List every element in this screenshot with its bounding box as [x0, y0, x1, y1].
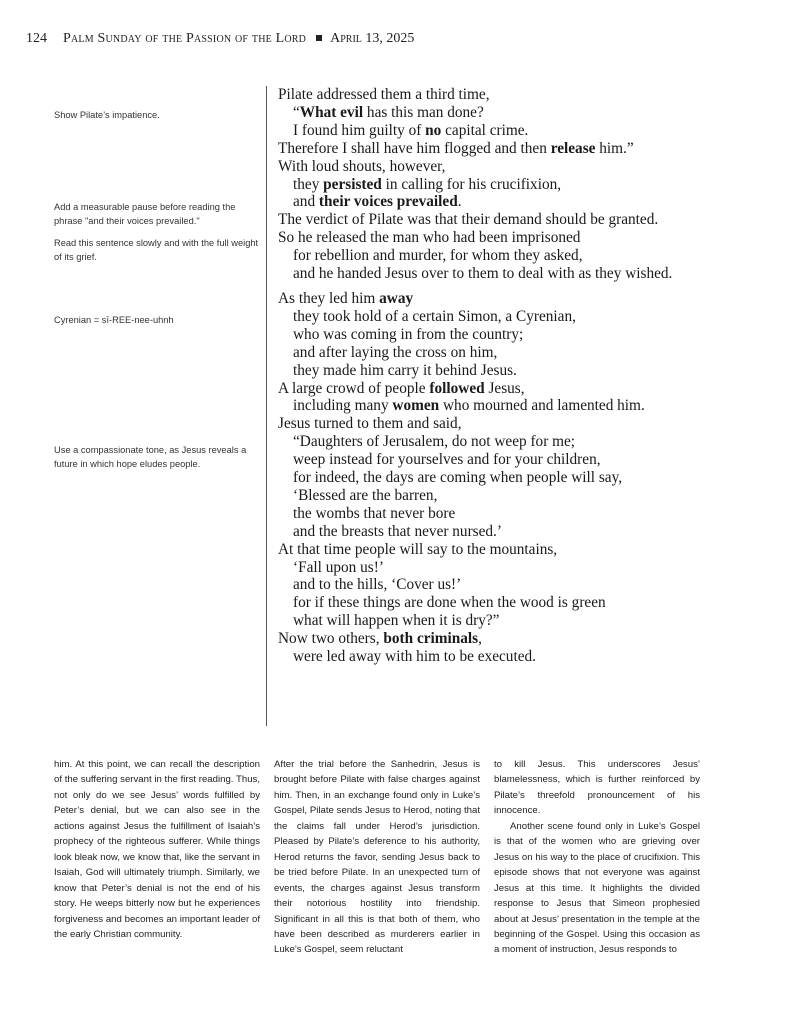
reading-line: the wombs that never bore [293, 504, 456, 522]
emphasized-words: women [392, 397, 440, 415]
reading-line: So he released the man who had been imprisoned [278, 229, 581, 247]
commentary-paragraph: After the trial before the Sanhedrin, Jesus is brought before Pilate with false charges against him. Then, in an exchange found only in Luke’s Gospel, Pilate sends Jesus to Herod, noting that the claims fall under Herod’s jurisdiction. Pleased by Pilate’s deference to his authority, Herod returns the favor, sending Jesus back to be tried before Pilate. In an unexpected turn of events, the charges against Jesus transform their notorious hostility into friendship. Significant in all this is that both of them, who have been described as murderers earlier in Luke’s Gospel, seem reluctant [274, 759, 480, 956]
reading-line: who was coming in from the country; [293, 325, 524, 343]
reading-line: “Daughters of Jerusalem, do not weep for me; [293, 433, 576, 451]
commentary [54, 757, 702, 958]
reading-line: With loud shouts, however, [278, 157, 446, 175]
margin-note: Add a measurable pause before reading the phrase "and their voices prevailed." [54, 202, 236, 226]
scripture-reading [278, 86, 783, 666]
page-number: 124 [26, 31, 47, 46]
reading-line: weep instead for yourselves and for your children, [293, 451, 601, 469]
commentary-paragraph: Another scene found only in Luke’s Gospel is that of the women who are grieving over Jesus on his way to the place of crucifixion. This episode shows that not everyone was against Jesus at this time. It highlights the divided response to Jesus that Simeon prophesied about at Jesus’ presentation in the temple at the beginning of the Gospel. Using this occasion as a moment of instruction, Jesus responds to [494, 820, 700, 956]
liturgy-title: Palm Sunday of the Passion of the Lord [63, 31, 307, 46]
reading-line: Therefore I shall have him flogged and then release him.” [278, 139, 634, 157]
emphasized-words: What evil [299, 103, 364, 121]
reading-line: A large crowd of people followed Jesus, [278, 379, 525, 397]
reading-line: and after laying the cross on him, [293, 343, 498, 361]
reading-line: I found him guilty of no capital crime. [293, 121, 529, 139]
reading-line: Jesus turned to them and said, [278, 415, 462, 433]
reading-line: Now two others, both criminals, [278, 630, 482, 648]
reading-line: As they led him away [278, 289, 414, 307]
reading-line: and to the hills, ‘Cover us!’ [293, 576, 462, 594]
reading-line: they made him carry it behind Jesus. [293, 361, 517, 379]
emphasized-words: followed [429, 379, 485, 397]
margin-note: Read this sentence slowly and with the full weight of its grief. [54, 238, 259, 262]
reading-line: Pilate addressed them a third time, [278, 86, 490, 103]
reading-line: ‘Blessed are the barren, [293, 486, 438, 504]
commentary-paragraph: him. At this point, we can recall the description of the suffering servant in the first reading. Thus, not only do we see Jesus’ words fulfilled by Peter’s denial, but we can also see in the actions against Jesus the fulfillment of Isaiah’s prophecy of the righteous sufferer. While things look bleak now, we know that, like the servant in Isaiah, God will ultimately triumph. Similarly, we know that Peter’s denial is not the end of his story. He weeps bitterly now but he experiences forgiveness and becomes an important leader of the early Christian community. [54, 759, 260, 940]
emphasized-words: no [425, 121, 442, 139]
running-header [26, 30, 414, 47]
reading-line: and he handed Jesus over to them to deal with as they wished. [293, 265, 673, 283]
separator-square-icon [316, 35, 322, 41]
margin-note: Cyrenian = sī-REE-nee-uhnh [54, 315, 174, 325]
emphasized-words: both criminals [383, 630, 479, 648]
commentary-column [494, 757, 700, 958]
emphasized-words: release [550, 139, 596, 157]
reading-line: The verdict of Pilate was that their demand should be granted. [278, 211, 659, 229]
margin-note: Show Pilate’s impatience. [54, 110, 160, 120]
reading-line: including many women who mourned and lamented him. [293, 397, 645, 415]
reading-line: and their voices prevailed. [293, 193, 462, 211]
margin-note: Use a compassionate tone, as Jesus reveals a future in which hope eludes people. [54, 445, 247, 469]
reading-line: were led away with him to be executed. [293, 648, 536, 666]
reading-line: for if these things are done when the wood is green [293, 594, 606, 612]
reading-line: for indeed, the days are coming when people will say, [293, 469, 623, 487]
commentary-column [54, 757, 260, 958]
reading-line: for rebellion and murder, for whom they asked, [293, 247, 583, 265]
emphasized-words: their voices prevailed [318, 193, 458, 211]
reading-line: they took hold of a certain Simon, a Cyrenian, [293, 307, 576, 325]
reading-line: and the breasts that never nursed.’ [293, 522, 502, 540]
emphasized-words: away [379, 289, 414, 307]
reading-line: what will happen when it is dry?” [293, 612, 500, 630]
reading-line: At that time people will say to the mountains, [278, 540, 558, 558]
reading-line: “What evil has this man done? [293, 103, 484, 121]
reading-line: they persisted in calling for his crucifixion, [293, 175, 562, 193]
column-divider [266, 86, 267, 726]
emphasized-words: persisted [323, 175, 382, 193]
commentary-paragraph: to kill Jesus. This underscores Jesus’ blamelessness, which is further reinforced by Pilate’s threefold pronouncement of his innocence. [494, 759, 700, 817]
reading-line: ‘Fall upon us!’ [293, 558, 384, 576]
stanza-break [278, 283, 783, 290]
liturgy-date: April 13, 2025 [330, 31, 415, 46]
commentary-column [274, 757, 480, 958]
